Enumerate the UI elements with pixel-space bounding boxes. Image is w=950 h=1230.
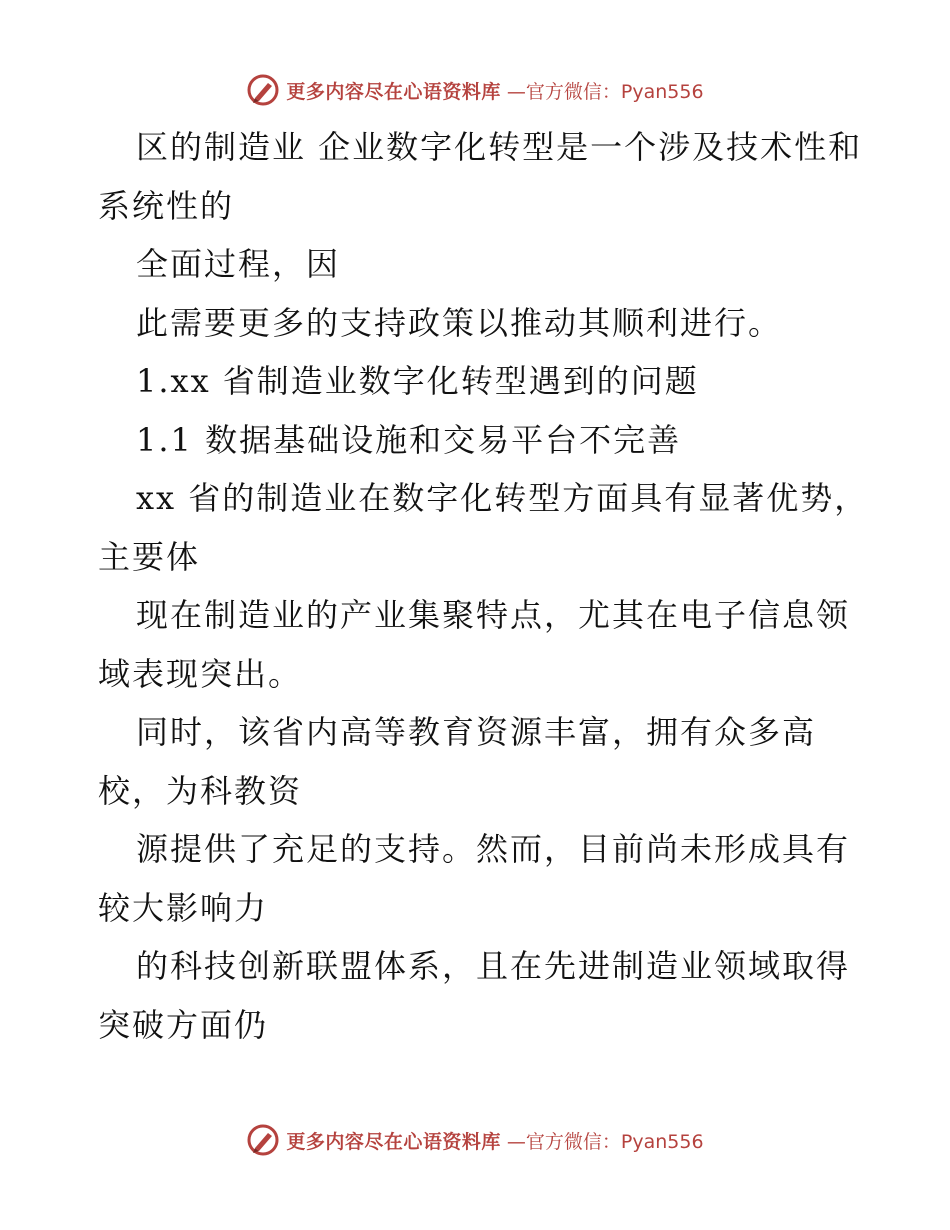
header-banner-text: 更多内容尽在心语资料库 (286, 80, 501, 103)
footer-banner (0, 1120, 950, 1160)
paragraph: 区的制造业 企业数字化转型是一个涉及技术性和系统性的 (98, 128, 863, 225)
paragraph: 的科技创新联盟体系，且在先进制造业领域取得突破方面仍 (98, 947, 851, 1044)
paragraph: 此需要更多的支持政策以推动其顺利进行。 (136, 303, 783, 342)
document-body (98, 118, 878, 1054)
section-heading: 1.xx 省制造业数字化转型遇到的问题 (136, 362, 699, 400)
header-banner-wechat: —官方微信：Pyan556 (506, 80, 704, 103)
footer-banner-wechat: —官方微信：Pyan556 (506, 1130, 704, 1153)
pen-logo-icon (246, 73, 280, 107)
footer-banner-text: 更多内容尽在心语资料库 (286, 1130, 501, 1153)
paragraph: 现在制造业的产业集聚特点，尤其在电子信息领域表现突出。 (98, 596, 851, 693)
paragraph: 同时，该省内高等教育资源丰富，拥有众多高校，为科教资 (98, 713, 817, 810)
paragraph: 源提供了充足的支持。然而，目前尚未形成具有较大影响力 (98, 830, 851, 927)
pen-logo-icon (246, 1123, 280, 1157)
subsection-heading: 1.1 数据基础设施和交易平台不完善 (136, 420, 682, 459)
paragraph: xx 省的制造业在数字化转型方面具有显著优势，主要体 (98, 479, 869, 576)
header-banner (0, 70, 950, 110)
paragraph: 全面过程，因 (136, 245, 341, 283)
